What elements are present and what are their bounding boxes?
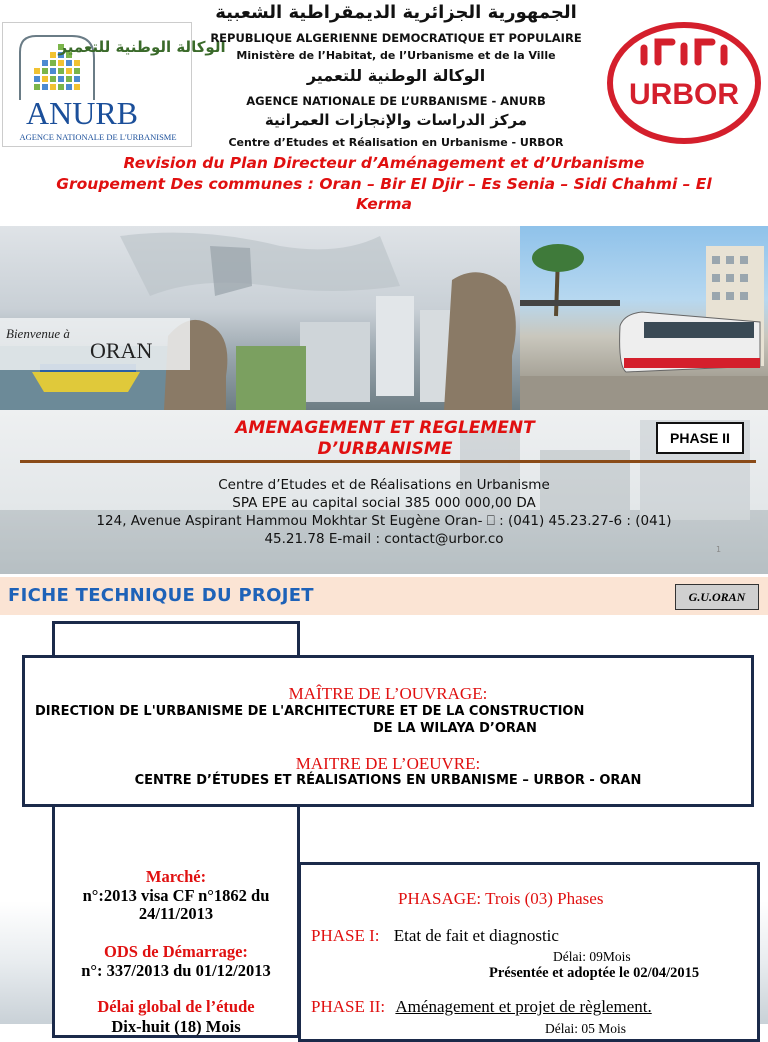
phase-title [200,418,570,460]
phase1-name: Etat de fait et diagnostic [393,926,559,945]
agency-french: AGENCE NATIONALE DE L’URBANISME - ANURB [246,94,546,108]
ods-line: n°: 337/2013 du 01/12/2013 [81,961,271,980]
phase2-label: PHASE II: [311,997,386,1016]
phasage-value: Trois (03) Phases [485,889,604,908]
address-line-1: Centre d’Etudes et de Réalisations en Urbanisme [218,477,550,493]
phase-title-line-2: D’URBANISME [317,439,453,459]
republic-arabic: الجمهورية الجزائرية الديمقراطية الشعبية [215,2,577,23]
phase1-label: PHASE I: [311,926,380,945]
revision-line-2: Groupement Des communes : Oran – Bir El Djir – Es Senia – Sidi Chahmi – El [56,175,712,193]
delai-label: Délai global de l’étude [97,997,255,1016]
revision-line-1: Revision du Plan Directeur d’Aménagement et d’Urbanisme [123,154,645,172]
banner-city: ORAN [90,338,153,363]
oran-banner [0,226,768,410]
republic-french: REPUBLIQUE ALGERIENNE DEMOCRATIQUE ET POPULAIRE [210,31,582,45]
maitre-box [22,655,754,807]
phase2-delai: Délai: 05 Mois [545,1021,626,1036]
phase-title-line-1: AMENAGEMENT ET REGLEMENT [235,418,535,438]
oeuvre-label: MAITRE DE L’OEUVRE: [295,754,481,773]
divider-line [20,460,756,463]
left-info-box [52,798,300,1038]
ouvrage-line-1: DIRECTION DE L'URBANISME DE L'ARCHITECTURE ET DE LA CONSTRUCTION [35,704,585,719]
banner-welcome: Bienvenue à [6,326,70,341]
oeuvre-line: CENTRE D’ÉTUDES ET RÉALISATIONS EN URBANISME – URBOR - ORAN [134,773,642,788]
address-line-3: 124, Avenue Aspirant Hammou Mokhtar St Eugène Oran- ⎕ : (041) 45.23.27-6 : (041) [96,513,672,529]
anurb-logo-arabic: الوكالة الوطنية للتعمير [58,38,226,56]
agency-arabic: الوكالة الوطنية للتعمير [306,66,486,85]
address-line-2: SPA EPE au capital social 385 000 000,00 DA [232,495,536,511]
revision-line-3: Kerma [356,195,412,213]
phasage-label: PHASAGE: [398,889,482,908]
banner-tram-image [520,226,768,410]
ouvrage-label: MAÎTRE DE L’OUVRAGE: [288,684,488,703]
ods-label: ODS de Démarrage: [104,942,248,961]
guoran-badge: G.U.ORAN [675,584,759,610]
phase2-name: Aménagement et projet de règlement. [395,997,652,1016]
phase1-status: Présentée et adoptée le 02/04/2015 [489,965,700,981]
marche-line-1: n°:2013 visa CF n°1862 du [82,886,270,905]
phase1-delai: Délai: 09Mois [553,949,631,964]
urbor-logo-acronym: URBOR [629,78,739,111]
anurb-logo [2,22,226,147]
fiche-title: FICHE TECHNIQUE DU PROJET [8,585,314,606]
page-number: 1 [716,545,722,554]
marche-line-2: 24/11/2013 [138,904,214,923]
marche-label: Marché: [145,867,207,886]
ouvrage-line-2: DE LA WILAYA D’ORAN [373,721,537,736]
anurb-logo-subtitle: AGENCE NATIONALE DE L'URBANISME [19,132,177,142]
phasage-box [298,862,760,1042]
phasage-header [398,889,603,909]
phase-badge: PHASE II [656,422,744,454]
center-french: Centre d’Etudes et Réalisation en Urbanisme - URBOR [228,136,564,149]
urbor-logo [606,22,762,144]
delai-value: Dix-huit (18) Mois [111,1017,241,1036]
center-arabic: مركز الدراسات والإنجازات العمرانية [264,111,528,129]
ministry-name: Ministère de l’Habitat, de l’Urbanisme et de la Ville [236,49,556,62]
anurb-logo-acronym: ANURB [25,95,139,131]
address-line-4: 45.21.78 E-mail : contact@urbor.co [264,531,504,547]
banner-city-image [0,226,520,410]
